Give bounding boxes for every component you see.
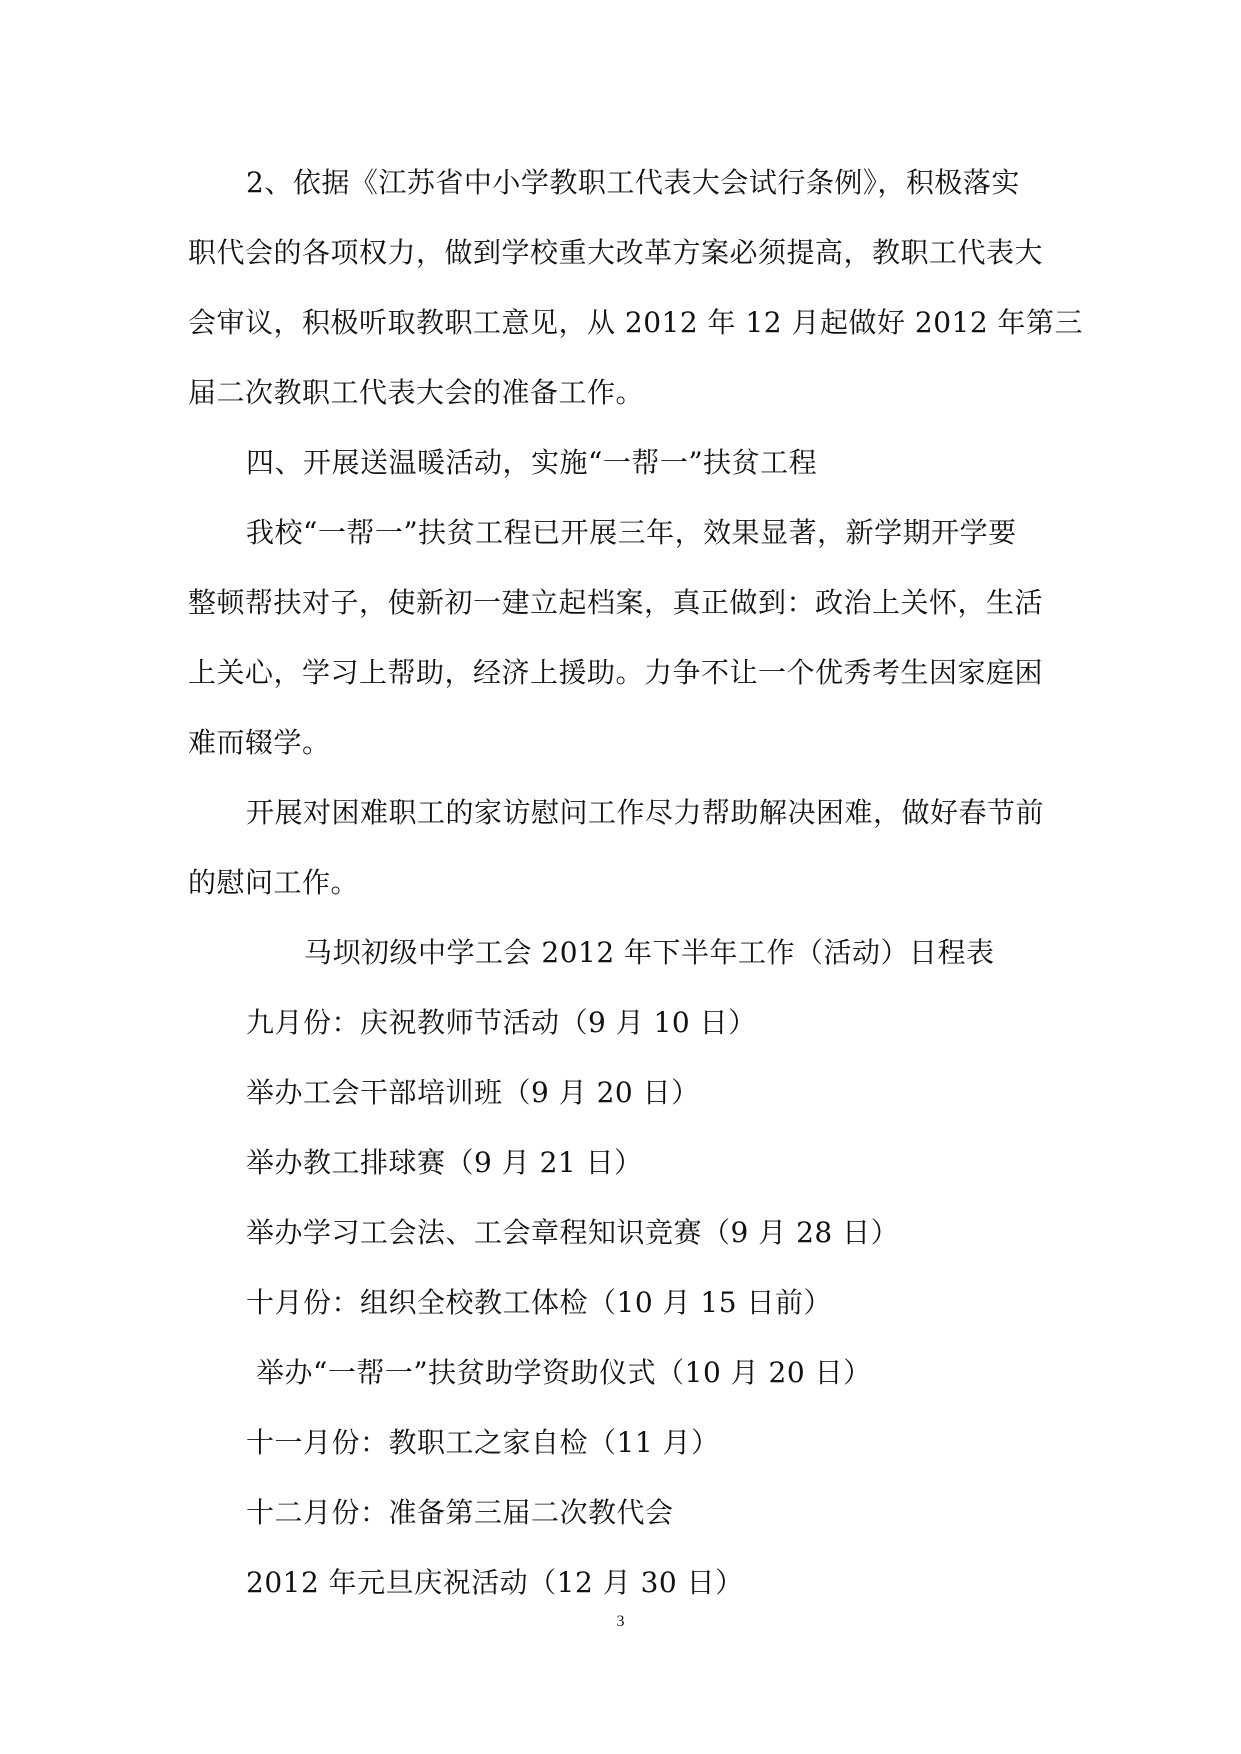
paragraph-line: 我校“一帮一”扶贫工程已开展三年，效果显著，新学期开学要: [246, 516, 1017, 549]
schedule-item: 举办“一帮一”扶贫助学资助仪式（10 月 20 日）: [256, 1356, 872, 1389]
paragraph-line: 职代会的各项权力，做到学校重大改革方案必须提高，教职工代表大: [188, 236, 1044, 269]
schedule-item: 举办学习工会法、工会章程知识竞赛（9 月 28 日）: [246, 1216, 900, 1249]
paragraph-line: 开展对困难职工的家访慰问工作尽力帮助解决困难，做好春节前: [246, 796, 1045, 829]
paragraph-line: 的慰问工作。: [188, 866, 360, 899]
document-content: [188, 148, 1084, 1618]
section-heading: 四、开展送温暖活动，实施“一帮一”扶贫工程: [246, 446, 818, 479]
schedule-item: 九月份：庆祝教师节活动（9 月 10 日）: [246, 1006, 757, 1039]
schedule-item: 十月份：组织全校教工体检（10 月 15 日前）: [246, 1286, 832, 1319]
paragraph-line: 上关心，学习上帮助，经济上援助。力争不让一个优秀考生因家庭困: [188, 656, 1044, 689]
paragraph-line: 难而辍学。: [188, 726, 331, 759]
schedule-item: 2012 年元旦庆祝活动（12 月 30 日）: [246, 1566, 744, 1599]
paragraph-line: 2、依据《江苏省中小学教职工代表大会试行条例》，积极落实: [246, 166, 1020, 199]
schedule-item: 十二月份：准备第三届二次教代会: [246, 1496, 674, 1529]
paragraph-line: 届二次教职工代表大会的准备工作。: [188, 376, 645, 409]
schedule-title: 马坝初级中学工会 2012 年下半年工作（活动）日程表: [304, 936, 995, 969]
schedule-item: 举办教工排球赛（9 月 21 日）: [246, 1146, 643, 1179]
schedule-item: 举办工会干部培训班（9 月 20 日）: [246, 1076, 700, 1109]
paragraph-line: 会审议，积极听取教职工意见，从 2012 年 12 月起做好 2012 年第三: [188, 306, 1084, 339]
paragraph-line: 整顿帮扶对子，使新初一建立起档案，真正做到：政治上关怀，生活: [188, 586, 1044, 619]
schedule-item: 十一月份：教职工之家自检（11 月）: [246, 1426, 720, 1459]
page-number: 3: [616, 1613, 625, 1630]
